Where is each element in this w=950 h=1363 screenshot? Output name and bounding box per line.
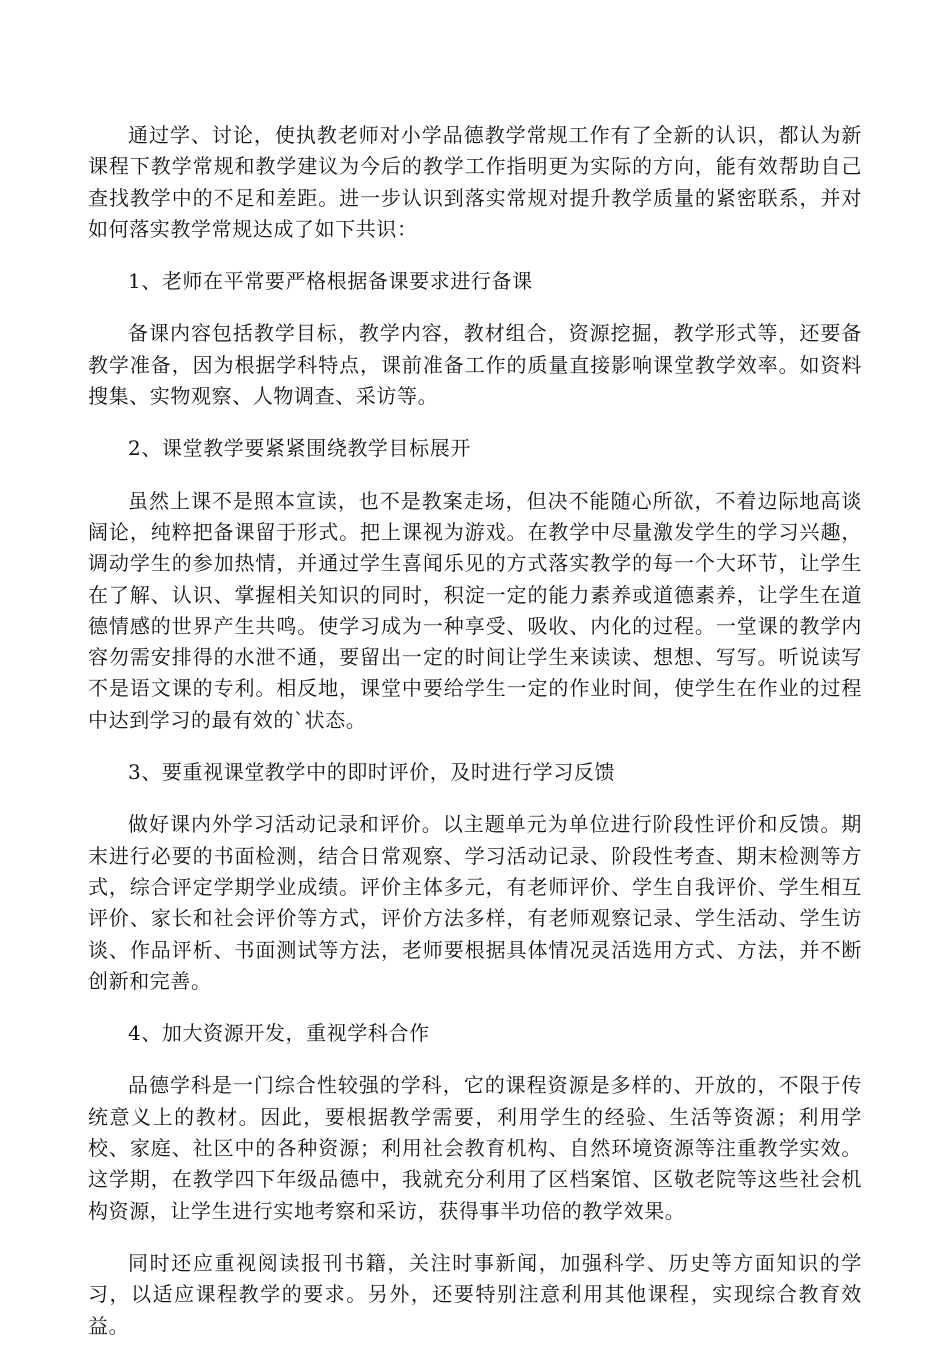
section-2-paragraph: 虽然上课不是照本宣读，也不是教案走场，但决不能随心所欲，不着边际地高谈阔论，纯粹把备课留于形式。把上课视为游戏。在教学中尽量激发学生的学习兴趣，调动学生的参加热情，并通过学生喜闻乐见的方式落实教学的每一个大环节，让学生在了解、认识、掌握相关知识的同时，积淀一定的能力素养或道德素养，让学生在道德情感的世界产生共鸣。使学习成为一种享受、吸收、内化的过程。一堂课的教学内容勿需安排得的水泄不通，要留出一定的时间让学生来读读、想想、写写。听说读写不是语文课的专利。相反地，课堂中要给学生一定的作业时间，使学生在作业的过程中达到学习的最有效的`状态。 [88, 488, 862, 732]
closing-paragraph: 同时还应重视阅读报刊书籍，关注时事新闻，加强科学、历史等方面知识的学习，以适应课程教学的要求。另外，还要特别注意利用其他课程，实现综合教育效益。 [88, 1250, 862, 1338]
section-3-paragraph: 做好课内外学习活动记录和评价。以主题单元为单位进行阶段性评价和反馈。期末进行必要的书面检测，结合日常观察、学习活动记录、阶段性考查、期末检测等方式，综合评定学期学业成绩。评价主体多元，有老师评价、学生自我评价、学生相互评价、家长和社会评价等方式，评价方法多样，有老师观察记录、学生活动、学生访谈、作品评析、书面测试等方法，老师要根据具体情况灵活选用方式、方法，并不断创新和完善。 [88, 812, 862, 993]
section-heading-3: 3、要重视课堂教学中的即时评价，及时进行学习反馈 [128, 760, 616, 785]
section-1-paragraph: 备课内容包括教学目标，教学内容，教材组合，资源挖掘，教学形式等，还要备教学准备，因为根据学科特点，课前准备工作的质量直接影响课堂教学效率。如资料搜集、实物观察、人物调查、采访等。 [88, 321, 862, 409]
section-4-paragraph: 品德学科是一门综合性较强的学科，它的课程资源是多样的、开放的，不限于传统意义上的教材。因此，要根据教学需要，利用学生的经验、生活等资源；利用学校、家庭、社区中的各种资源；利用社会教育机构、自然环境资源等注重教学实效。这学期，在教学四下年级品德中，我就充分利用了区档案馆、区敬老院等这些社会机构资源，让学生进行实地考察和采访，获得事半功倍的教学效果。 [88, 1073, 862, 1223]
section-heading-2: 2、课堂教学要紧紧围绕教学目标展开 [128, 436, 471, 461]
intro-paragraph: 通过学、讨论，使执教老师对小学品德教学常规工作有了全新的认识，都认为新课程下教学常规和教学建议为今后的教学工作指明更为实际的方向，能有效帮助自己查找教学中的不足和差距。进一步认识到落实常规对提升教学质量的紧密联系，并对如何落实教学常规达成了如下共识： [88, 123, 862, 241]
document-page [88, 120, 862, 1363]
section-heading-4: 4、加大资源开发，重视学科合作 [128, 1021, 430, 1046]
section-heading-1: 1、老师在平常要严格根据备课要求进行备课 [128, 269, 533, 294]
